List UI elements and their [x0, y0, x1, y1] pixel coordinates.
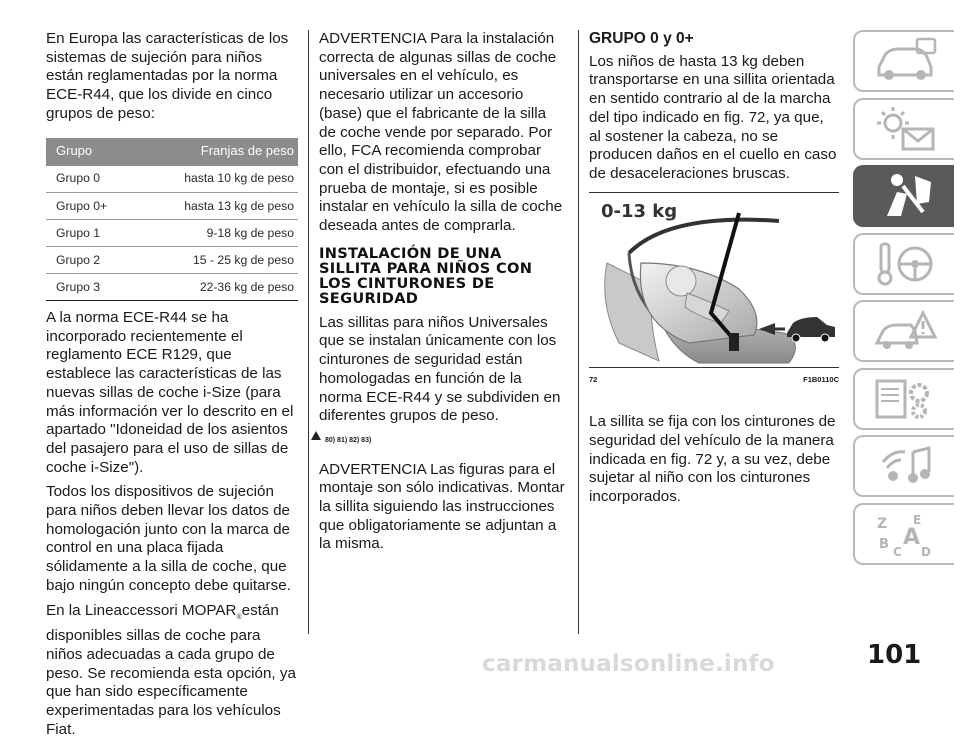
- column-divider: [578, 30, 579, 634]
- universal-seats-paragraph: Las sillitas para niños Universales que se instalan únicamente con los cinturones de seguridad están homologadas en función de la norma ECE-R44 y se subdividen en diferentes grupos de peso.: [319, 313, 561, 425]
- multimedia-icon: [873, 442, 937, 490]
- column-right: [589, 30, 839, 513]
- column-middle: [319, 30, 565, 560]
- table-cell-group: Grupo 1: [46, 220, 138, 247]
- seat-fixing-paragraph: La sillita se fija con los cinturones de seguridad del vehículo de la manera indicada en fig. 72 y, a su vez, debe sujetar al niño con los cinturones incorporados.: [589, 413, 836, 506]
- table-header-weight: Franjas de peso: [138, 138, 298, 166]
- tab-index[interactable]: [853, 503, 954, 565]
- table-row: [46, 220, 298, 247]
- table-cell-group: Grupo 2: [46, 247, 138, 274]
- intro-paragraph: En Europa las características de los sistemas de sujeción para niños están reglamentadas por la norma ECE-R44, que los divide en cinco grupos de peso:: [46, 30, 289, 122]
- table-cell-group: Grupo 0: [46, 166, 138, 193]
- figure-weight-label: 0-13 kg: [601, 200, 678, 222]
- table-row: [46, 166, 298, 193]
- figure-caption: [589, 371, 839, 390]
- r129-paragraph: A la norma ECE-R44 se ha incorporado recientemente el reglamento ECE R129, que establece las características de las nuevas sillas de coche i-Size (para más información ver lo descrito en el apartado "Idoneidad de los asientos del pasajero para el uso de sillas de coche i-Size").: [46, 309, 294, 476]
- svg-text:B: B: [878, 536, 889, 552]
- table-cell-weight: 15 - 25 kg de peso: [138, 247, 298, 274]
- key-steering-wheel-icon: [873, 240, 937, 288]
- table-cell-weight: hasta 10 kg de peso: [138, 166, 298, 193]
- warning-lights-icon: [873, 105, 937, 153]
- emergency-car-icon: [873, 307, 937, 355]
- table-cell-group: Grupo 0+: [46, 193, 138, 220]
- registered-mark: ®: [236, 613, 242, 621]
- svg-text:A: A: [902, 524, 920, 550]
- table-header-group: Grupo: [46, 138, 138, 166]
- homologation-paragraph: Todos los dispositivos de sujeción para niños deben llevar los datos de homologación junto con la marca de control en una placa fijada sólidamente a la silla de coche, que bajo ningún concepto debe quitarse.: [46, 483, 291, 594]
- group-paragraph: Los niños de hasta 13 kg deben transportarse en una sillita orientada en sentido contrario al de la marcha del tipo indicado en fig. 72, ya que, al sostener la cabeza, no se producen daños en el cuello en caso de desaceleraciones bruscas.: [589, 52, 837, 182]
- svg-text:E: E: [912, 512, 921, 527]
- svg-text:D: D: [920, 544, 931, 559]
- page-number: 101: [867, 640, 922, 670]
- car-icon: [873, 37, 937, 85]
- tab-starting-driving[interactable]: [853, 233, 954, 295]
- weight-groups-table: [46, 138, 298, 302]
- table-cell-weight: 9-18 kg de peso: [138, 220, 298, 247]
- mopar-paragraph: [46, 602, 298, 740]
- column-left: [46, 30, 298, 746]
- table-row: [46, 193, 298, 220]
- warning-figures: ADVERTENCIA Las figuras para el montaje son sólo indicativas. Montar la sillita siguiendo las instrucciones que obligatoriamente se adjuntan a la misma.: [319, 460, 565, 553]
- svg-text:Z: Z: [876, 515, 887, 532]
- tab-emergency[interactable]: [853, 300, 954, 362]
- table-header-row: [46, 138, 298, 166]
- table-row: [46, 247, 298, 274]
- airbag-seat-icon: [873, 172, 937, 220]
- figure-code: F1B0110C: [803, 374, 839, 384]
- table-row: [46, 274, 298, 301]
- index-letters-icon: [873, 510, 937, 558]
- column-divider: [308, 30, 309, 634]
- figure-72: [589, 192, 839, 368]
- table-cell-weight: hasta 13 kg de peso: [138, 193, 298, 220]
- warning-references: 80) 81) 82) 83): [319, 432, 565, 451]
- watermark: carmanualsonline.info: [482, 651, 775, 677]
- table-cell-group: Grupo 3: [46, 274, 138, 301]
- chapter-tabs: [853, 30, 954, 570]
- warning-base-accessory: ADVERTENCIA Para la instalación correcta de algunas sillas de coche universales en el vehículo, es necesario utilizar un accesorio (base) que el fabricante de la silla de coche vende por separado. Por ello, FCA recomienda comprobar con el distribuidor, efectuando una prueba de montaje, si es posible instalar en vehículo la silla de coche deseada antes de comprarla.: [319, 30, 563, 235]
- mopar-text-rest: están disponibles sillas de coche para niños adecuadas a cada grupo de peso. Se recomienda esta opción, ya que han sido específicamente experimentadas para los vehículos Fiat.: [46, 601, 296, 738]
- table-cell-weight: 22-36 kg de peso: [138, 274, 298, 301]
- group-heading: GRUPO 0 y 0+: [589, 30, 694, 47]
- mopar-text: En la Lineaccessori MOPAR: [46, 601, 237, 619]
- tab-safety[interactable]: [853, 165, 954, 227]
- section-heading: INSTALACIÓN DE UNA SILLITA PARA NIÑOS CON LOS CINTURONES DE SEGURIDAD: [319, 244, 533, 307]
- tab-maintenance[interactable]: [853, 368, 954, 430]
- maintenance-gears-icon: [873, 375, 937, 423]
- tab-car[interactable]: [853, 30, 954, 92]
- svg-text:C: C: [892, 544, 902, 559]
- tab-multimedia[interactable]: [853, 435, 954, 497]
- tab-warning-lights[interactable]: [853, 98, 954, 160]
- figure-number: 72: [589, 374, 598, 384]
